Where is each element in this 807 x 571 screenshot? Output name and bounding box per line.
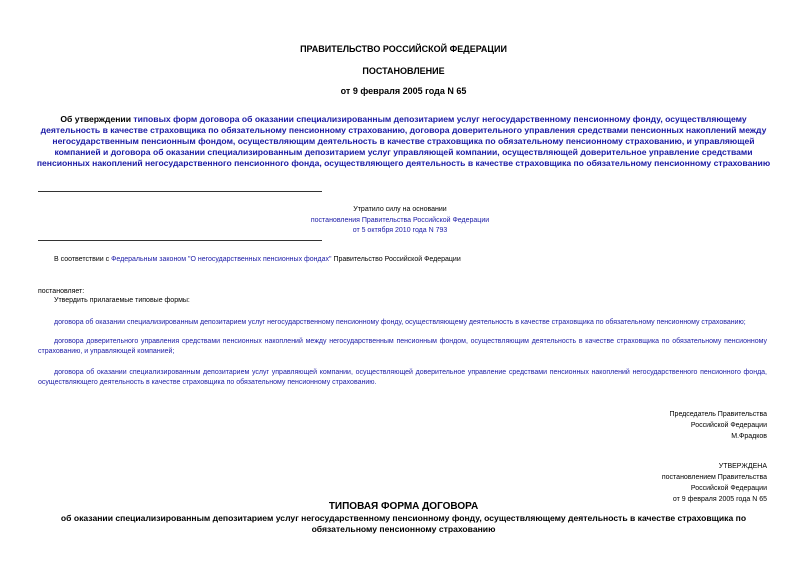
repeal-line-1: Утратило силу на основании (353, 206, 447, 213)
approve-line: Утвердить прилагаемые типовые формы: (54, 297, 190, 304)
repeal-link-act[interactable]: постановления Правительства Российской Федерации (310, 216, 490, 224)
preamble (54, 255, 774, 265)
divider-bottom (38, 240, 322, 241)
form-link-1[interactable]: договора об оказании специализированным депозитарием услуг негосударственному пенсионному фонду, осуществляющему деятельность в качестве страховщика по обязательному пенсионному страхованию; (54, 319, 746, 326)
approved-word: УТВЕРЖДЕНА (718, 463, 767, 470)
form-link-2[interactable]: договора доверительного управления средствами пенсионных накоплений между негосударственным пенсионным фондом, осуществляющим деятельность в качестве страховщика по обязательному пенсионному страхованию, и управляющей компанией; (38, 338, 767, 355)
document-title (36, 114, 771, 169)
approved-by: постановлением Правительства (661, 474, 767, 481)
form-link-3[interactable]: договора об оказании специализированным депозитарием услуг управляющей компании, осуществляющей доверительное управление средствами пенсионных накоплений негосударственного пенсионного фонда, осуществляющего деятельность в качестве страховщика по обязательному пенсионному страхованию. (38, 369, 767, 386)
approved-date: от 9 февраля 2005 года N 65 (672, 496, 767, 503)
signature-block (670, 409, 767, 442)
document-type: ПОСТАНОВЛЕНИЕ (362, 66, 445, 76)
signature-country: Российской Федерации (690, 422, 767, 429)
form-subtitle: об оказании специализированным депозитарием услуг негосударственному пенсионному фонду, осуществляющему деятельность в качестве страховщика по обязательному пенсионному страхованию (60, 513, 747, 534)
signature-name: М.Фрадков (731, 433, 767, 440)
form-title: ТИПОВАЯ ФОРМА ДОГОВОРА (328, 501, 479, 512)
approved-country: Российской Федерации (690, 485, 767, 492)
decree-word: постановляет: (38, 288, 85, 295)
federal-law-link[interactable]: Федеральным законом "О негосударственных пенсионных фондах" (111, 256, 332, 263)
title-link[interactable]: типовых форм договора об оказании специализированным депозитарием услуг негосударственному пенсионному фонду, осуществляющему деятельность в качестве страховщика по обязательному пенсионному страхованию, договора доверительного управления средствами пенсионных накоплений между негосударственным пенсионным фондом, осуществляющим деятельность в качестве страховщика по обязательному пенсионному страхованию, и управляющей компанией и договора об оказании специализированным депозитарием услуг управляющей компании, осуществляющей доверительное управление средствами пенсионных накоплений негосударственного пенсионного фонда, осуществляющего деятельность в качестве страховщика по обязательному пенсионному страхованию (36, 114, 771, 168)
repeal-link-date[interactable]: от 5 октября 2010 года N 793 (352, 227, 448, 234)
document-date: от 9 февраля 2005 года N 65 (340, 86, 467, 96)
preamble-prefix: В соответствии с (54, 256, 112, 263)
signature-position: Председатель Правительства (669, 411, 767, 418)
preamble-suffix: Правительство Российской Федерации (331, 256, 461, 263)
title-prefix: Об утверждении (60, 114, 134, 124)
repeal-note (250, 205, 550, 237)
divider-top (38, 191, 322, 192)
government-heading: ПРАВИТЕЛЬСТВО РОССИЙСКОЙ ФЕДЕРАЦИИ (300, 44, 507, 54)
approval-stamp (662, 461, 767, 505)
